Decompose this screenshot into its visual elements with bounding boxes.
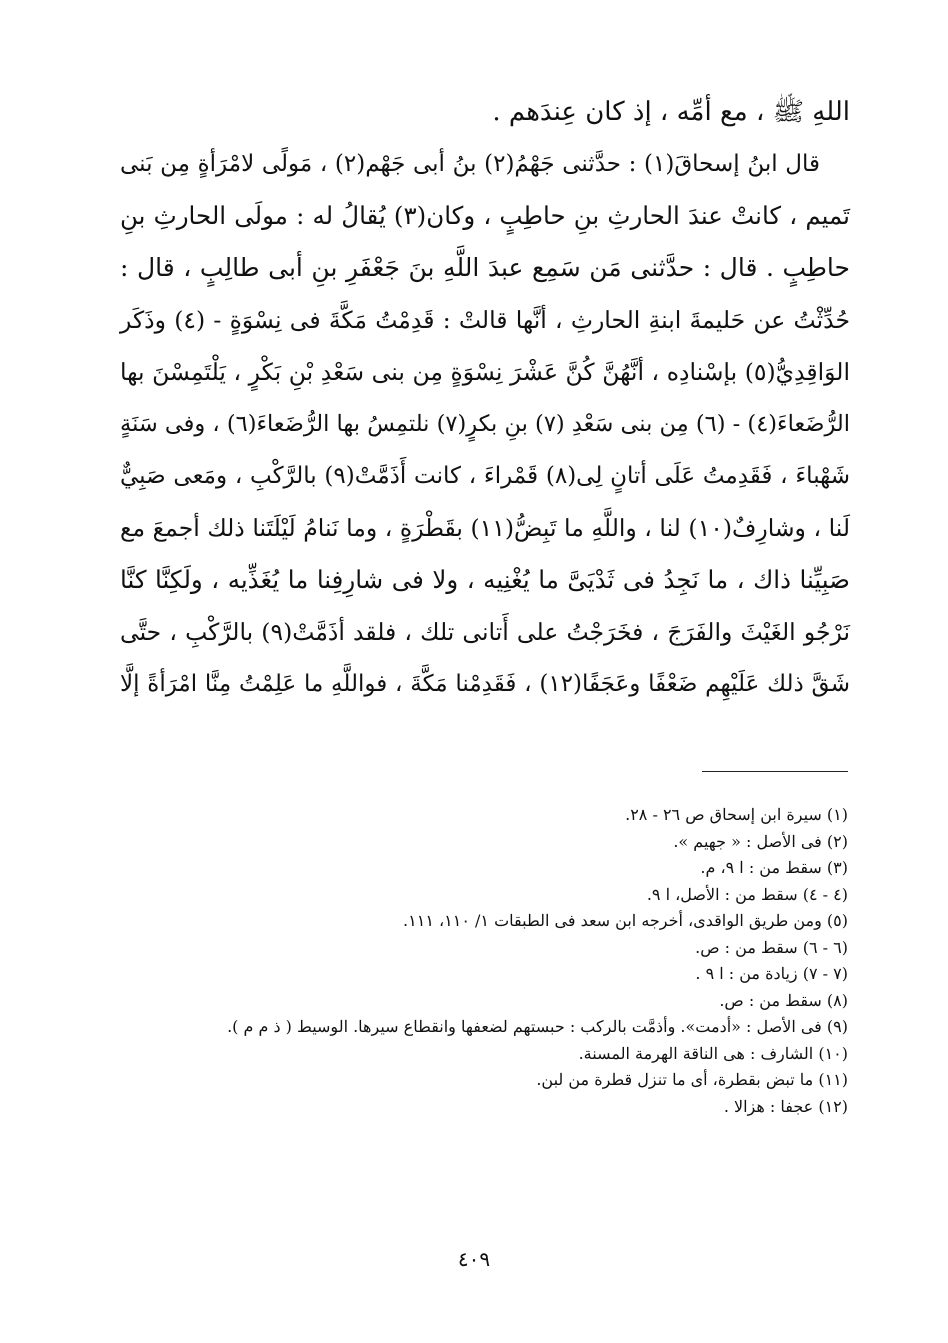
text-line: شَهْباءَ ، فَقَدِمتُ عَلَى أتانٍ لِى(٨) قَمْراءَ ، كانت أَذَمَّتْ(٩) بالرَّكْبِ ، ومَعى صَبِيٌّ: [120, 463, 851, 489]
main-text-body: [120, 86, 850, 710]
footnote: (٧ - ٧) زيادة من : ا ٩ .: [695, 964, 848, 983]
footnote: (٣) سقط من : ا ٩، م.: [700, 858, 848, 877]
footnotes: [100, 802, 848, 1120]
footnote: (١٢) عجفا : هزالا .: [723, 1096, 848, 1116]
text-line: نَرْجُو الغَيْثَ والفَرَجَ ، فخَرَجْتُ على أَتانى تلك ، فلقد أذَمَّتْ(٩) بالرَّكْبِ ، حتَّى: [120, 618, 850, 646]
text-line: الرُّضَعاءَ(٤) - (٦) مِن بنى سَعْدِ (٧) بنِ بكرٍ(٧) نلتمِسُ بها الرُّضَعاءَ(٦) ، وفى سَنَةٍ: [120, 411, 850, 437]
text-line: شَقَّ ذلك عَلَيْهِم ضَعْفًا وعَجَفًا(١٢) ، فَقَدِمْنا مَكَّةَ ، فواللَّهِ ما عَلِمْتُ مِنَّا امْرَأةً إلَّا: [120, 671, 850, 697]
text-line: اللهِ ﷺ ، مع أمِّه ، إذ كان عِندَهم .: [492, 97, 850, 127]
text-line: الوَاقِدِيُّ(٥) بإسْنادِه ، أنَّهُنَّ كُنَّ عَشْرَ نِسْوَةٍ مِن بنى سَعْدِ بْنِ بَكْرٍ ، يَلْتَمِسْنَ بها: [120, 358, 850, 386]
footnote: (١١) ما تبض بقطرة، أى ما تنزل قطرة من لبن.: [536, 1070, 848, 1089]
footnote-separator: [702, 771, 848, 772]
text-line: حُدِّثْتُ عن حَليمةَ ابنةِ الحارثِ ، أنَّها قالتْ : قَدِمْتُ مَكَّةَ فى نِسْوَةٍ - (٤) وذَكَر: [120, 306, 850, 334]
footnote: (٦ - ٦) سقط من : ص.: [695, 937, 848, 957]
footnote: (٩) فى الأصل : «أدمت». وأذمَّت بالركب : حبستهم لضعفها وانقطاع سيرها. الوسيط ( ذ م م ).: [227, 1017, 848, 1036]
footnote: (١) سيرة ابن إسحاق ص ٢٦ - ٢٨.: [625, 805, 848, 824]
text-line: قال ابنُ إسحاقَ(١) : حدَّثنى جَهْمُ(٢) بنُ أبى جَهْم(٢) ، مَولًى لامْرَأةٍ مِن بَنى: [120, 151, 820, 177]
footnote: (٥) ومن طريق الواقدى، أخرجه ابن سعد فى الطبقات ١/ ١١٠، ١١١.: [403, 911, 848, 930]
page-number: ٤٠٩: [457, 1247, 491, 1271]
text-line: صَبِيِّنا ذاك ، ما نَجِدُ فى ثَدْيَىَّ ما يُغْنِيه ، ولا فى شارِفِنا ما يُغَذِّيه ، ولَكِنَّا كنَّا: [120, 565, 850, 594]
text-line: حاطِبٍ . قال : حدَّثنى مَن سَمِع عبدَ اللَّهِ بنَ جَعْفَرِ بنِ أبى طالِبٍ ، قال :: [120, 253, 850, 282]
footnote: (٤ - ٤) سقط من : الأصل، ا ٩.: [646, 884, 848, 904]
footnote: (٢) فى الأصل : « جهيم ».: [673, 831, 848, 851]
footnote: (١٠) الشارف : هى الناقة الهرمة المسنة.: [578, 1043, 848, 1063]
text-line: تَميم ، كانتْ عندَ الحارثِ بنِ حاطِبٍ ، وكان(٣) يُقالُ له : مولَى الحارثِ بنِ: [120, 201, 850, 230]
text-line: لَنا ، وشارِفٌ(١٠) لنا ، واللَّهِ ما تَبِضُّ(١١) بقَطْرَةٍ ، وما نَنامُ لَيْلَتَنا ذلك أجمعَ مع: [120, 514, 851, 542]
footnote: (٨) سقط من : ص.: [719, 990, 848, 1010]
